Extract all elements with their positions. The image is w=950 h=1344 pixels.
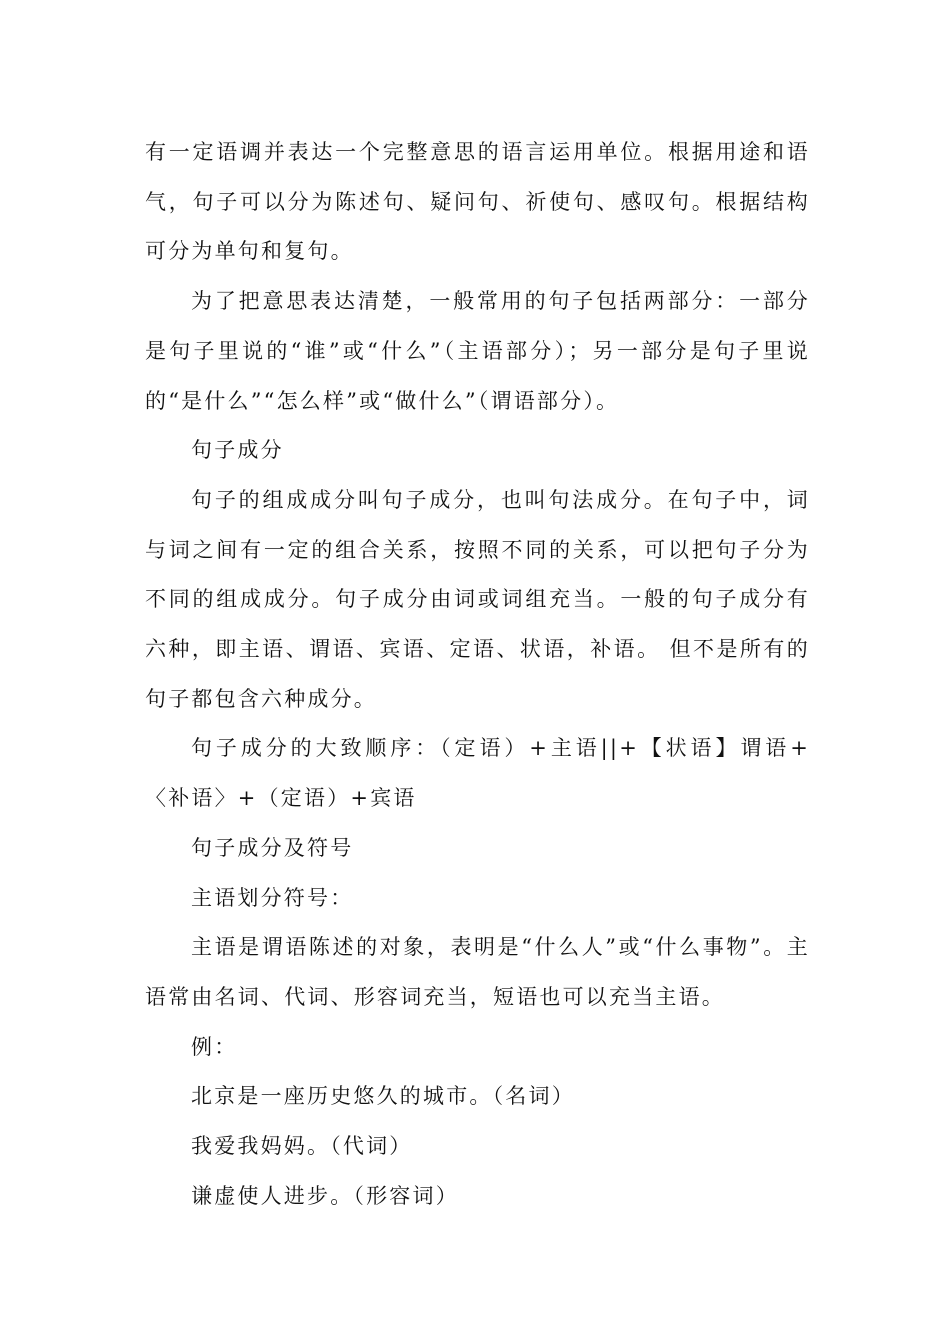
paragraph-sentence-parts: 为了把意思表达清楚，一般常用的句子包括两部分：一部分是句子里说的“谁”或“什么”（主语部分）；另一部分是句子里说的“是什么”“怎么样”或“做什么”（谓语部分）。 bbox=[145, 289, 810, 413]
paragraph-sentence-definition: 有一定语调并表达一个完整意思的语言运用单位。根据用途和语气，句子可以分为陈述句、疑问句、祈使句、感叹句。根据结构可分为单句和复句。 bbox=[145, 140, 810, 264]
heading-subject-symbol: 主语划分符号： bbox=[191, 885, 354, 910]
example-adjective: 谦虚使人进步。（形容词） bbox=[191, 1183, 459, 1208]
paragraph-subject-definition: 主语是谓语陈述的对象，表明是“什么人”或“什么事物”。主语常由名词、代词、形容词充当，短语也可以充当主语。 bbox=[145, 935, 810, 1009]
heading-components-symbols: 句子成分及符号 bbox=[191, 835, 354, 860]
paragraph-components-order: 句子成分的大致顺序：（定语）+主语||+【状语】谓语+〈补语〉+（定语）+宾语 bbox=[145, 736, 810, 811]
label-example: 例： bbox=[191, 1034, 238, 1059]
example-noun: 北京是一座历史悠久的城市。（名词） bbox=[191, 1084, 575, 1109]
paragraph-components-definition: 句子的组成成分叫句子成分，也叫句法成分。在句子中，词与词之间有一定的组合关系，按照不同的关系，可以把句子分为不同的组成成分。句子成分由词或词组充当。一般的句子成分有六种，即主语、谓语、宾语、定语、状语，补语。 但不是所有的句子都包含六种成分。 bbox=[145, 487, 810, 711]
heading-sentence-components: 句子成分 bbox=[191, 438, 284, 463]
document-body bbox=[145, 128, 810, 1221]
example-pronoun: 我爱我妈妈。（代词） bbox=[191, 1134, 413, 1159]
